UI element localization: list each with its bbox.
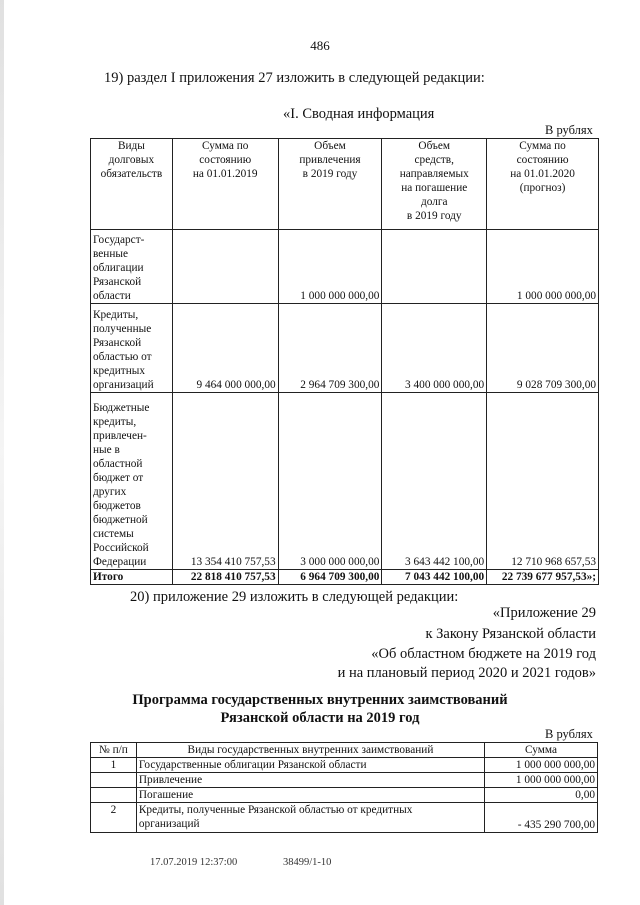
total-value: 22 739 677 957,53»; bbox=[487, 570, 599, 585]
header-cell: Виды долговых обязательств bbox=[91, 139, 173, 230]
cell-value: 9 464 000 000,00 bbox=[172, 304, 278, 393]
borrowing-program-table bbox=[90, 742, 598, 833]
currency-note: В рублях bbox=[545, 727, 593, 741]
scan-edge bbox=[0, 0, 4, 905]
row-number: 1 bbox=[91, 758, 137, 773]
appendix-line: «Об областном бюджете на 2019 год bbox=[371, 646, 596, 662]
cell-value: - 435 290 700,00 bbox=[485, 803, 598, 833]
cell-value: 0,00 bbox=[485, 788, 598, 803]
table-row bbox=[91, 230, 599, 304]
header-cell: Сумма по состоянию на 01.01.2019 bbox=[172, 139, 278, 230]
row-number bbox=[91, 788, 137, 803]
cell-value: 3 643 442 100,00 bbox=[382, 393, 487, 570]
table-row bbox=[91, 393, 599, 570]
appendix-line: к Закону Рязанской области bbox=[425, 626, 596, 642]
program-title: Рязанской области на 2019 год bbox=[220, 710, 420, 726]
total-value: 6 964 709 300,00 bbox=[278, 570, 382, 585]
header-cell: Объем привлечения в 2019 году bbox=[278, 139, 382, 230]
cell-value: 3 400 000 000,00 bbox=[382, 304, 487, 393]
total-value: 7 043 442 100,00 bbox=[382, 570, 487, 585]
header-cell: Объем средств, направляемых на погашение долга в 2019 году bbox=[382, 139, 487, 230]
table-header-row bbox=[91, 743, 598, 758]
summary-table bbox=[90, 138, 599, 585]
table-row bbox=[91, 803, 598, 833]
header-cell: Виды государственных внутренних заимствований bbox=[136, 743, 484, 758]
page-number: 486 bbox=[310, 38, 330, 53]
table-total-row bbox=[91, 570, 599, 585]
cell-value: 12 710 968 657,53 bbox=[487, 393, 599, 570]
header-cell: Сумма bbox=[485, 743, 598, 758]
total-label: Итого bbox=[91, 570, 173, 585]
cell-value: 3 000 000 000,00 bbox=[278, 393, 382, 570]
appendix-line: и на плановый период 2020 и 2021 годов» bbox=[337, 665, 596, 681]
table-header-row bbox=[91, 139, 599, 230]
header-cell: Сумма по состоянию на 01.01.2020 (прогноз) bbox=[487, 139, 599, 230]
cell-value: 1 000 000 000,00 bbox=[278, 230, 382, 304]
row-label: Привлечение bbox=[136, 773, 484, 788]
cell-value: 1 000 000 000,00 bbox=[487, 230, 599, 304]
cell-value bbox=[382, 230, 487, 304]
row-number: 2 bbox=[91, 803, 137, 833]
table-row bbox=[91, 773, 598, 788]
row-label: Бюджетные кредиты, привлечен- ные в областной бюджет от других бюджетов бюджетной системы Российской Федерации bbox=[91, 393, 173, 570]
footer-datetime: 17.07.2019 12:37:00 bbox=[150, 857, 238, 868]
cell-value: 1 000 000 000,00 bbox=[485, 773, 598, 788]
row-label: Государственные облигации Рязанской области bbox=[136, 758, 484, 773]
item-19-text: 19) раздел I приложения 27 изложить в следующей редакции: bbox=[104, 70, 485, 86]
item-20-text: 20) приложение 29 изложить в следующей редакции: bbox=[130, 589, 459, 605]
cell-value: 13 354 410 757,53 bbox=[172, 393, 278, 570]
table-row bbox=[91, 788, 598, 803]
row-number bbox=[91, 773, 137, 788]
program-title: Программа государственных внутренних заимствований bbox=[132, 692, 508, 708]
appendix-line: «Приложение 29 bbox=[492, 605, 596, 621]
row-label: Кредиты, полученные Рязанской областью от кредитных организаций bbox=[136, 803, 484, 833]
row-label: Кредиты, полученные Рязанской областью от кредитных организаций bbox=[91, 304, 173, 393]
cell-value bbox=[172, 230, 278, 304]
footer-doc-id: 38499/1-10 bbox=[283, 857, 332, 868]
row-label: Государст- венные облигации Рязанской области bbox=[91, 230, 173, 304]
cell-value: 1 000 000 000,00 bbox=[485, 758, 598, 773]
table-row bbox=[91, 758, 598, 773]
header-cell: № п/п bbox=[91, 743, 137, 758]
section-title: «I. Сводная информация bbox=[283, 106, 435, 122]
currency-note: В рублях bbox=[545, 123, 593, 137]
cell-value: 9 028 709 300,00 bbox=[487, 304, 599, 393]
table-row bbox=[91, 304, 599, 393]
total-value: 22 818 410 757,53 bbox=[172, 570, 278, 585]
row-label: Погашение bbox=[136, 788, 484, 803]
cell-value: 2 964 709 300,00 bbox=[278, 304, 382, 393]
